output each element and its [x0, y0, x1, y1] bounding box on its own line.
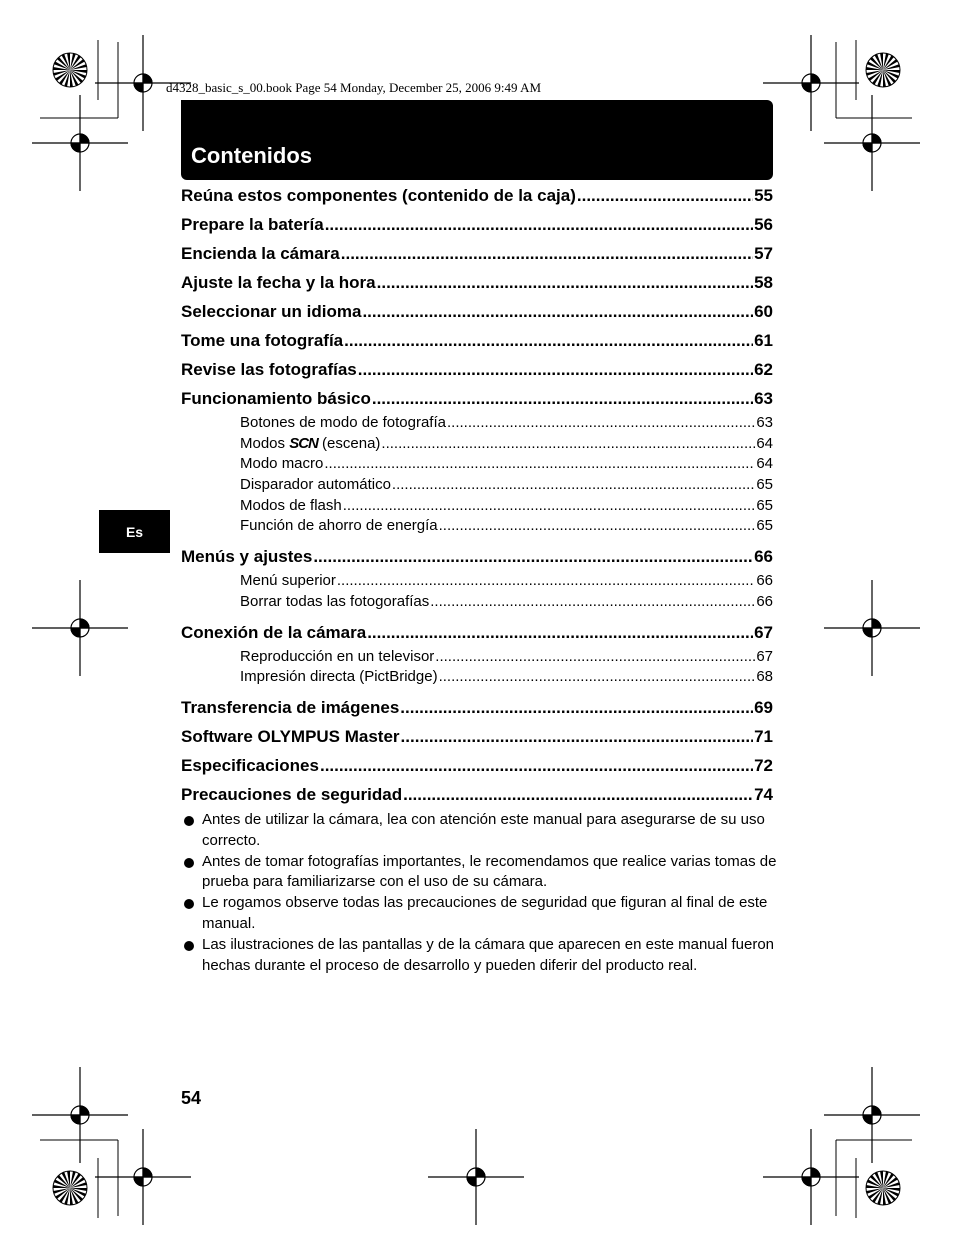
toc-subentry[interactable]: Modos de flash ..... 65 [181, 496, 773, 517]
toc-entry[interactable]: Seleccionar un idioma ..... 60 [181, 297, 773, 326]
toc-page: 64 [756, 434, 773, 452]
bullet-icon [184, 899, 194, 909]
toc-page: 66 [754, 547, 773, 567]
toc-subentry[interactable]: Botones de modo de fotografía ..... 63 [181, 413, 773, 434]
toc-entry[interactable]: Software OLYMPUS Master ..... 71 [181, 722, 773, 751]
toc-page: 65 [756, 496, 773, 514]
toc-subentry[interactable]: Reproducción en un televisor ..... 67 [181, 647, 773, 668]
toc-page: 66 [756, 592, 773, 610]
crosshair-mark [763, 35, 859, 131]
note-item: Antes de utilizar la cámara, lea con atención este manual para asegurarse de su uso correcto. [181, 810, 781, 852]
toc-entry[interactable]: Conexión de la cámara ..... 67 [181, 618, 773, 647]
page-title: Contenidos [191, 143, 312, 168]
toc-page: 66 [756, 572, 773, 590]
toc-page: 65 [756, 517, 773, 535]
toc-entry[interactable]: Prepare la batería ..... 56 [181, 210, 773, 239]
toc-page: 71 [754, 726, 773, 746]
table-of-contents [181, 181, 773, 809]
bullet-icon [184, 941, 194, 951]
crosshair-mark [32, 580, 128, 676]
toc-page: 61 [754, 331, 773, 350]
toc-page: 62 [754, 360, 773, 379]
bullet-icon [184, 816, 194, 826]
crosshair-mark [824, 95, 920, 191]
crosshair-mark [32, 95, 128, 191]
note-item: Antes de tomar fotografías importantes, le recomendamos que realice varias tomas de prueba para familiarizarse con el uso de su cámara. [181, 852, 781, 894]
note-item: Las ilustraciones de las pantallas y de la cámara que aparecen en este manual fueron hechas durante el proceso de desarrollo y pueden diferir del producto real. [181, 935, 781, 977]
scn-mode-icon: SCN [289, 434, 318, 452]
bullet-icon [184, 858, 194, 868]
title-bar [181, 100, 773, 180]
toc-subentry[interactable]: Impresión directa (PictBridge) ..... 68 [181, 667, 773, 688]
print-header: d4328_basic_s_00.book Page 54 Monday, December 25, 2006 9:49 AM [166, 80, 542, 95]
toc-page: 55 [754, 186, 773, 205]
toc-entry[interactable]: Reúna estos componentes (contenido de la caja) ..... 55 [181, 181, 773, 210]
toc-page: 67 [754, 622, 773, 642]
toc-entry[interactable]: Ajuste la fecha y la hora ..... 58 [181, 268, 773, 297]
toc-subentry[interactable]: Disparador automático ..... 65 [181, 475, 773, 496]
note-item: Le rogamos observe todas las precauciones de seguridad que figuran al final de este manual. [181, 893, 781, 935]
toc-page: 64 [756, 455, 773, 473]
toc-page: 65 [756, 476, 773, 494]
toc-page: 56 [754, 215, 773, 234]
toc-entry[interactable]: Funcionamiento básico ..... 63 [181, 384, 773, 413]
toc-subentry[interactable]: Menú superior ..... 66 [181, 571, 773, 592]
toc-entry[interactable]: Encienda la cámara ..... 57 [181, 239, 773, 268]
toc-entry[interactable]: Revise las fotografías ..... 62 [181, 355, 773, 384]
toc-page: 72 [754, 755, 773, 775]
star-target-mark [53, 53, 87, 87]
toc-subentry[interactable]: Borrar todas las fotogorafías ..... 66 [181, 592, 773, 613]
toc-entry[interactable]: Especificaciones ..... 72 [181, 751, 773, 780]
star-target-mark [53, 1171, 87, 1205]
toc-entry[interactable]: Menús y ajustes ..... 66 [181, 542, 773, 571]
toc-page: 63 [754, 389, 773, 408]
notes-list [181, 810, 781, 976]
toc-page: 57 [754, 244, 773, 263]
toc-page: 58 [754, 273, 773, 292]
toc-page: 67 [756, 647, 773, 665]
toc-page: 74 [754, 784, 773, 804]
star-target-mark [866, 53, 900, 87]
crosshair-mark [763, 1129, 859, 1225]
toc-entry[interactable]: Transferencia de imágenes ..... 69 [181, 693, 773, 722]
toc-page: 63 [756, 414, 773, 431]
toc-entry[interactable]: Tome una fotografía ..... 61 [181, 326, 773, 355]
crosshair-mark [95, 1129, 191, 1225]
toc-page: 60 [754, 302, 773, 321]
toc-subentry[interactable]: Modo macro ..... 64 [181, 454, 773, 475]
star-target-mark [866, 1171, 900, 1205]
crosshair-mark [32, 1067, 128, 1163]
crosshair-mark [428, 1129, 524, 1225]
crosshair-mark [824, 580, 920, 676]
crosshair-mark [824, 1067, 920, 1163]
language-tab: Es [99, 510, 170, 553]
toc-subentry[interactable]: Función de ahorro de energía ..... 65 [181, 516, 773, 537]
toc-page: 69 [754, 697, 773, 717]
toc-entry[interactable]: Precauciones de seguridad ..... 74 [181, 780, 773, 809]
page-number: 54 [181, 1088, 202, 1108]
toc-page: 68 [756, 668, 773, 686]
toc-subentry[interactable]: Modos SCN (escena) ..... 64 [181, 434, 773, 455]
